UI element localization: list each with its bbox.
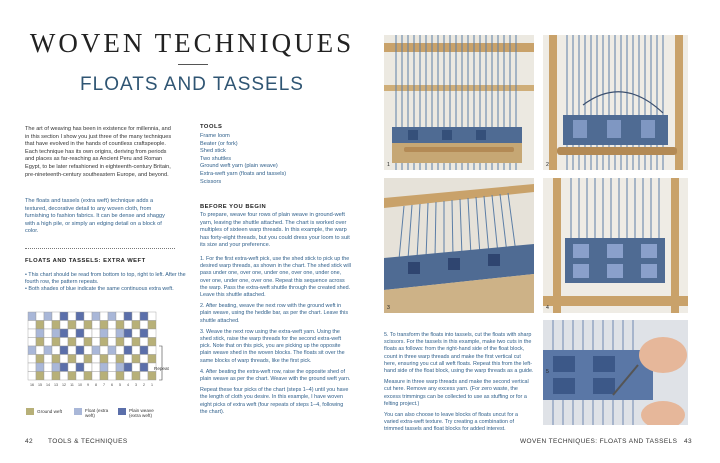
chart-column-number: 13 (54, 383, 58, 387)
chart-cell (60, 338, 68, 347)
right-page-number: 43 (684, 438, 693, 445)
chart-cell (148, 355, 156, 364)
step-item: 2. After beating, weave the next row with the ground weft in plain weave, using the heddle bar, as per the chart. Leave this shuttle attached. (200, 303, 349, 324)
chart-cell (28, 329, 36, 338)
chart-cell (108, 346, 116, 355)
chart-cell (44, 312, 52, 321)
step-item: Measure in three warp threads and make the second vertical cut here. Remove any excess yarn. (For zero waste, the excess trimmings can be collected to use as stuffing or for a felting project.) (384, 379, 529, 407)
section-divider (25, 248, 175, 249)
chart-cell (100, 329, 108, 338)
before-text: To prepare, weave four rows of plain weave in ground-weft yarn, leaving the shuttle attached. The chart is worked over multiples of sixteen warp threads. In this example, the warp has forty-eight threads, but you could dress your loom to suit its size and your preference. (200, 212, 350, 249)
chart-cell (60, 321, 68, 330)
chart-cell (28, 355, 36, 364)
chart-cell (60, 346, 68, 355)
chart-cell (100, 355, 108, 364)
chart-cell (116, 312, 124, 321)
chart-cell (108, 338, 116, 347)
chart-cell (84, 329, 92, 338)
chart-column-number: 3 (135, 383, 137, 387)
chart-cell (124, 338, 132, 347)
chart-cell (92, 346, 100, 355)
chart-cell (68, 321, 76, 330)
tool-item: Ground weft yarn (plain weave) (200, 163, 278, 170)
chart-cell (100, 312, 108, 321)
photo-caption: 3 (387, 305, 390, 311)
chart-cell (132, 355, 140, 364)
chart-cell (36, 329, 44, 338)
chart-cell (132, 372, 140, 381)
chart-cell (52, 346, 60, 355)
legend-swatch-ground (26, 408, 34, 415)
chart-cell (108, 329, 116, 338)
chart-cell (36, 321, 44, 330)
chart-cell (76, 321, 84, 330)
chart-cell (132, 338, 140, 347)
chart-cell (44, 363, 52, 372)
legend-label-ground: Ground weft (37, 409, 63, 414)
chart-cell (60, 312, 68, 321)
chart-cell (100, 321, 108, 330)
chart-cell (132, 329, 140, 338)
tool-item: Beater (or fork) (200, 140, 238, 147)
chart-cell (28, 346, 36, 355)
chart-cell (68, 312, 76, 321)
intro-paragraph-technique: The floats and tassels (extra weft) technique adds a textured, decorative detail to any woven cloth, from furnishing to fashion fabrics. It can be dense and shaggy with a high pile, or simply an edging detail on a block of color. (25, 198, 165, 235)
chart-cell (140, 312, 148, 321)
chart-cell (92, 321, 100, 330)
chart-cell (132, 363, 140, 372)
steps-right-list (384, 332, 534, 438)
legend-label-plain: Plain weave (extra weft) (129, 408, 154, 418)
chart-cell (100, 346, 108, 355)
photo-caption: 2 (546, 162, 549, 168)
chart-cell (28, 372, 36, 381)
chart-cell (60, 329, 68, 338)
step-item: 1. For the first extra-weft pick, use the shed stick to pick up the desired warp threads, as shown in the chart. The shed stick will pass under one, over one, under one, over one, under one, over one, under one, over one. Repeat this sequence across the warp. Pass the extra-weft shuttle through the created shed. Leave this shuttle attached. (200, 256, 351, 299)
chart-cell (68, 346, 76, 355)
legend-swatch-plain (118, 408, 126, 415)
tassel-illustration (543, 320, 688, 425)
tool-item: Frame loom (200, 133, 230, 139)
intro-paragraph: The art of weaving has been in existence for millennia, and in this section I show you just three of the many techniques that have evolved in the hands of countless craftspeople. Each technique has its own origins, deriving from periods and places as far-reaching as Ancient Peru and Roman Egypt, to be later refashioned in eighteenth-century Britain, pre-nineteenth-century southeastern Europe, and beyond. (25, 126, 172, 178)
chart-cell (28, 312, 36, 321)
chart-column-number: 16 (30, 383, 34, 387)
chart-cell (140, 338, 148, 347)
chart-cell (28, 338, 36, 347)
tool-item: Shed stick (200, 148, 226, 155)
chart-cell (100, 338, 108, 347)
chart-column-number: 6 (111, 383, 113, 387)
chart-cell (44, 346, 52, 355)
chart-grid (26, 308, 186, 408)
chart-cell (76, 372, 84, 381)
chart-column-number: 15 (38, 383, 42, 387)
chart-legend (26, 408, 186, 422)
chart-cell (84, 346, 92, 355)
loom-illustration (384, 35, 534, 170)
step-item: 3. Weave the next row using the extra-weft yarn. Using the shed stick, raise the warp threads for the second extra-weft pick. Note that on this pick, you are picking up the opposite plain weave shed in the woven blocks. The floats sit over the same blocks of warp threads, like the first pick. (200, 328, 345, 364)
loom-illustration (543, 35, 688, 170)
tool-item: Scissors (200, 178, 222, 185)
chart-cell (60, 355, 68, 364)
chart-cell (116, 321, 124, 330)
floats-bullets (25, 272, 190, 294)
chart-cell (132, 312, 140, 321)
tool-item: Extra-weft yarn (floats and tassels) (200, 170, 287, 177)
step-item: 5. To transform the floats into tassels, cut the floats with sharp scissors. For the tassels in this example, make two cuts in the floats as follows: from the right-hand side of the float block, count in three warp threads and make the first vertical cut here, ensuring you cut all weft floats. Repeat this from the left-hand side of the float block, using the warp threads as a guide. (384, 332, 534, 375)
photo-step-4 (543, 178, 688, 313)
chart-column-number: 14 (46, 383, 50, 387)
chart-cell (124, 372, 132, 381)
chart-cell (76, 312, 84, 321)
title-rule (178, 64, 208, 65)
chart-cell (60, 372, 68, 381)
bullet-item: • Both shades of blue indicate the same continuous extra weft. (25, 286, 174, 293)
legend-label-float: Float (extra weft) (85, 408, 109, 418)
chart-cell (44, 355, 52, 364)
chart-cell (124, 363, 132, 372)
chart-cell (116, 329, 124, 338)
chart-column-number: 2 (143, 383, 145, 387)
chart-cell (108, 321, 116, 330)
chart-cell (140, 372, 148, 381)
tool-item: Two shuttles (200, 155, 232, 162)
chart-cell (92, 312, 100, 321)
chart-cell (52, 355, 60, 364)
chart-cell (76, 346, 84, 355)
chart-cell (44, 329, 52, 338)
photo-step-1 (384, 35, 534, 170)
chart-cell (36, 372, 44, 381)
chart-cell (148, 338, 156, 347)
chart-cell (36, 346, 44, 355)
repeat-bracket (159, 346, 162, 380)
page-title: WOVEN TECHNIQUES (29, 28, 355, 58)
chart-cell (84, 372, 92, 381)
chart-column-number: 7 (103, 383, 105, 387)
chart-cell (68, 363, 76, 372)
chart-cell (100, 372, 108, 381)
steps-list (200, 256, 352, 420)
chart-column-number: 9 (87, 383, 89, 387)
chart-cell (68, 338, 76, 347)
chart-cell (44, 372, 52, 381)
chart-cell (84, 355, 92, 364)
chart-cell (108, 355, 116, 364)
chart-cell (52, 372, 60, 381)
chart-cell (140, 321, 148, 330)
photo-step-5 (543, 320, 688, 425)
chart-cell (116, 363, 124, 372)
chart-cell (68, 372, 76, 381)
chart-cell (124, 312, 132, 321)
chart-cell (92, 363, 100, 372)
chart-cell (124, 346, 132, 355)
chart-cell (148, 312, 156, 321)
chart-cell (52, 363, 60, 372)
chart-cell (148, 321, 156, 330)
chart-cell (132, 346, 140, 355)
chart-cell (92, 329, 100, 338)
chart-cell (116, 346, 124, 355)
chart-cell (140, 355, 148, 364)
chart-cell (76, 355, 84, 364)
chart-cell (100, 363, 108, 372)
chart-cell (44, 321, 52, 330)
chart-cell (124, 355, 132, 364)
chart-column-number: 10 (78, 383, 82, 387)
chart-cell (76, 329, 84, 338)
bullet-item: • This chart should be read from bottom to top, right to left. After the fourth row, the pattern repeats. (25, 272, 186, 286)
chart-column-number: 12 (62, 383, 66, 387)
chart-cell (52, 312, 60, 321)
tools-list (200, 133, 340, 186)
page-subtitle: FLOATS AND TASSELS (80, 74, 304, 95)
chart-cell (116, 355, 124, 364)
photo-step-2 (543, 35, 688, 170)
chart-cell (92, 372, 100, 381)
chart-cell (52, 338, 60, 347)
step-item: You can also choose to leave blocks of floats uncut for a varied extra-weft texture. Try creating a combination of trimmed tassels and float blocks for added interest. (384, 412, 519, 433)
left-running-title: TOOLS & TECHNIQUES (48, 438, 128, 445)
photo-step-3 (384, 178, 534, 313)
chart-cell (84, 312, 92, 321)
chart-cell (108, 312, 116, 321)
loom-illustration (384, 178, 534, 313)
chart-cell (52, 321, 60, 330)
chart-cell (68, 329, 76, 338)
chart-cell (36, 355, 44, 364)
chart-cell (60, 363, 68, 372)
chart-column-number: 1 (151, 383, 153, 387)
step-item: 4. After beating the extra-weft row, raise the opposite shed of plain weave as per the chart. Weave with the ground weft yarn. (200, 368, 351, 383)
chart-column-number: 8 (95, 383, 97, 387)
right-running-title: WOVEN TECHNIQUES: FLOATS AND TASSELS (520, 438, 678, 445)
step-item: Repeat these four picks of the chart (steps 1–4) until you have the length of cloth you desire. In this example, I have woven eight picks of extra weft (four repeats of steps 1–4, following the chart). (200, 387, 349, 415)
chart-cell (76, 338, 84, 347)
photo-caption: 4 (546, 305, 549, 311)
chart-cell (28, 363, 36, 372)
legend-swatch-float (74, 408, 82, 415)
chart-cell (108, 363, 116, 372)
chart-column-number: 4 (127, 383, 129, 387)
chart-cell (68, 355, 76, 364)
chart-cell (36, 312, 44, 321)
floats-heading: FLOATS AND TASSELS: EXTRA WEFT (25, 258, 146, 264)
chart-cell (92, 355, 100, 364)
chart-cell (124, 329, 132, 338)
chart-cell (116, 372, 124, 381)
repeat-label: Repeat (154, 366, 169, 371)
chart-cell (36, 363, 44, 372)
chart-cell (148, 329, 156, 338)
chart-cell (140, 346, 148, 355)
chart-cell (132, 321, 140, 330)
loom-illustration (543, 178, 688, 313)
chart-cell (76, 363, 84, 372)
photo-caption: 1 (387, 162, 390, 168)
chart-cell (36, 338, 44, 347)
chart-cell (92, 338, 100, 347)
chart-cell (116, 338, 124, 347)
before-heading: BEFORE YOU BEGIN (200, 204, 267, 210)
chart-cell (84, 321, 92, 330)
weaving-chart (26, 308, 186, 408)
chart-column-number: 11 (70, 383, 74, 387)
chart-cell (124, 321, 132, 330)
chart-cell (44, 338, 52, 347)
chart-cell (140, 329, 148, 338)
chart-cell (140, 363, 148, 372)
chart-cell (52, 329, 60, 338)
chart-cell (148, 372, 156, 381)
left-page-number: 42 (25, 438, 34, 445)
chart-cell (108, 372, 116, 381)
chart-cell (148, 346, 156, 355)
chart-cell (84, 338, 92, 347)
chart-cell (28, 321, 36, 330)
chart-column-number: 5 (119, 383, 121, 387)
chart-cell (84, 363, 92, 372)
tools-heading: TOOLS (200, 124, 223, 130)
photo-caption: 5 (546, 369, 549, 375)
